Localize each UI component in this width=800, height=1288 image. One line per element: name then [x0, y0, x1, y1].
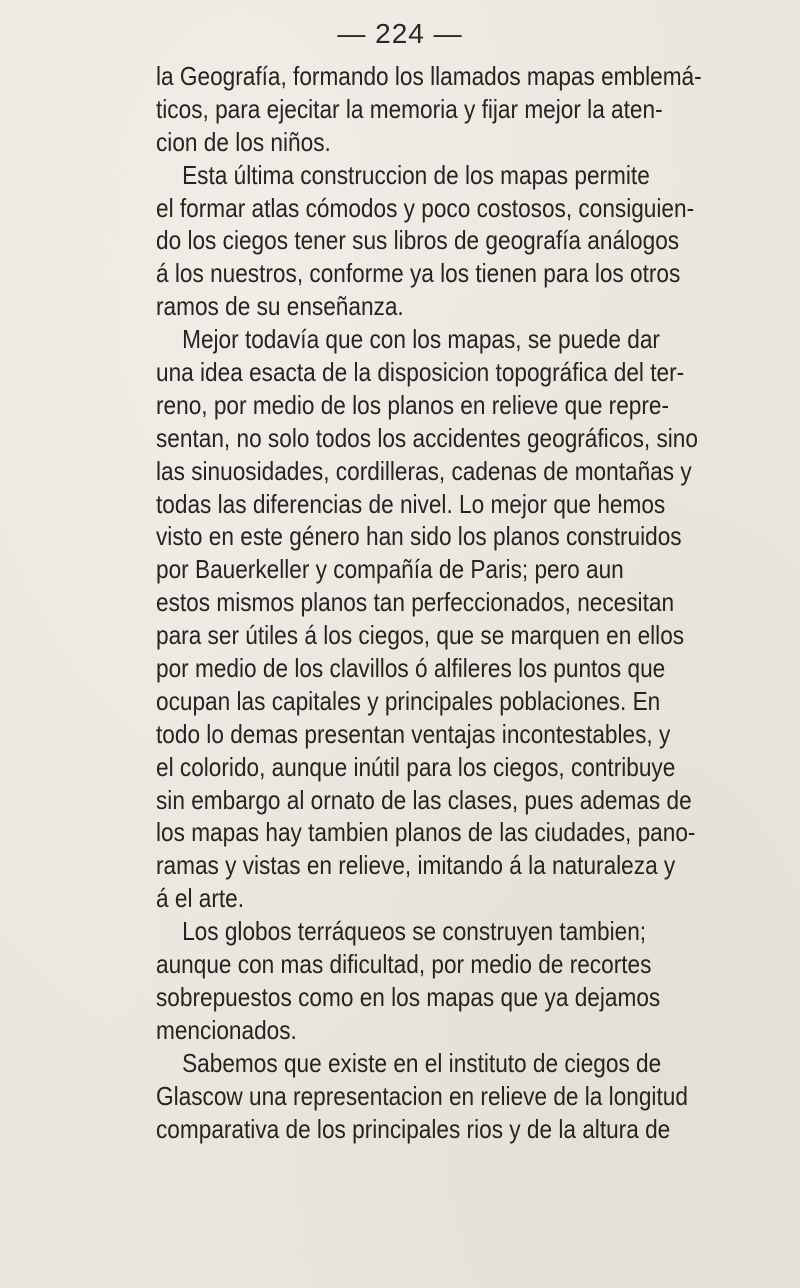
text-line: Mejor todavía que con los mapas, se puede dar [182, 324, 660, 355]
text-line: visto en este género han sido los planos construidos [156, 521, 682, 552]
text-line: Sabemos que existe en el instituto de ciegos de [182, 1047, 662, 1078]
text-line: sentan, no solo todos los accidentes geográficos, sino [156, 422, 698, 453]
text-line: las sinuosidades, cordilleras, cadenas de montañas y [156, 455, 692, 486]
text-line: á el arte. [156, 883, 245, 914]
text-line: todo lo demas presentan ventajas incontestables, y [156, 718, 671, 749]
text-line: todas las diferencias de nivel. Lo mejor que hemos [156, 488, 666, 519]
line-text: la Geografía, formando los llamados mapas emblemá- [156, 61, 702, 91]
text-line: do los ciegos tener sus libros de geografía análogos [156, 225, 680, 256]
text-line: ramos de su enseñanza. [156, 291, 404, 322]
text-line: ramas y vistas en relieve, imitando á la naturaleza y [156, 850, 676, 881]
text-line: ocupan las capitales y principales poblaciones. En [156, 685, 661, 716]
text-line: para ser útiles á los ciegos, que se marquen en ellos [156, 620, 685, 651]
text-line: aunque con mas dificultad, por medio de recortes [156, 949, 652, 980]
text-line: á los nuestros, conforme ya los tienen para los otros [156, 258, 681, 289]
text-line: comparativa de los principales rios y de la altura de [156, 1113, 671, 1144]
page-number-header: — 224 — [337, 18, 463, 49]
text-line: el colorido, aunque inútil para los ciegos, contribuye [156, 751, 676, 782]
text-line: cion de los niños. [156, 126, 331, 157]
text-line: Los globos terráqueos se construyen tambien; [182, 916, 647, 947]
text-line: los mapas hay tambien planos de las ciudades, pano- [156, 817, 696, 848]
text-line [156, 60, 775, 93]
text-line: Esta última construccion de los mapas permite [182, 159, 650, 190]
text-line: sobrepuestos como en los mapas que ya dejamos [156, 981, 661, 1012]
text-line: Glascow una representacion en relieve de la longitud [156, 1080, 688, 1111]
text-line: reno, por medio de los planos en relieve que repre- [156, 389, 670, 420]
text-line: estos mismos planos tan perfeccionados, necesitan [156, 587, 675, 618]
text-line: sin embargo al ornato de las clases, pues ademas de [156, 784, 692, 815]
text-line: por Bauerkeller y compañía de Paris; pero aun [156, 554, 624, 585]
text-line: por medio de los clavillos ó alfileres los puntos que [156, 653, 666, 684]
text-line: el formar atlas cómodos y poco costosos, consiguien- [156, 192, 695, 223]
body-text [156, 60, 702, 1145]
text-line: ticos, para ejecitar la memoria y fijar mejor la aten- [156, 93, 663, 124]
text-line: una idea esacta de la disposicion topográfica del ter- [156, 357, 685, 388]
text-line: mencionados. [156, 1014, 297, 1045]
